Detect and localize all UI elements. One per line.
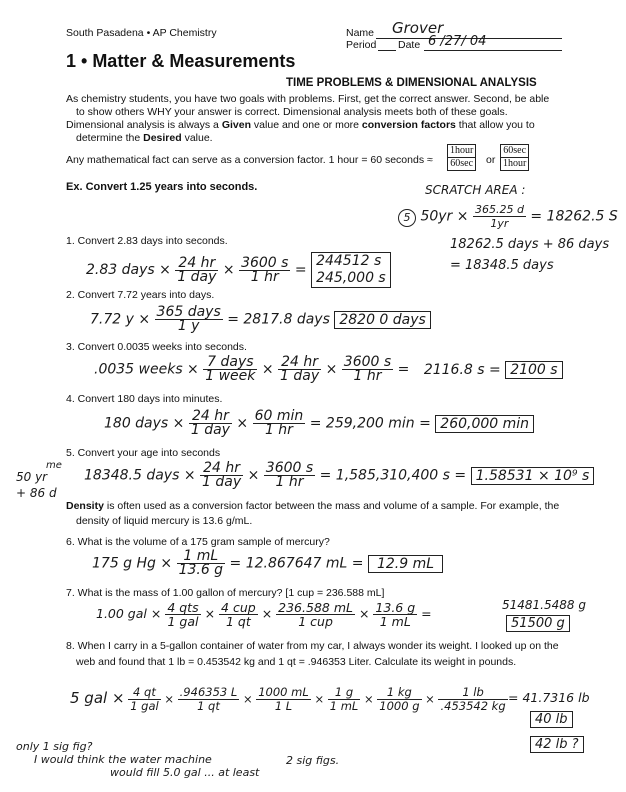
work-4[interactable]: 180 days × $\frac{24 hr}{\text{1 day}}$ × $\frac{60 \min}{1 hr}$ = 259,200 min = 260,000 min <box>104 410 534 437</box>
work-1[interactable]: 2.83 days × $\frac{24 hr}{\text{1 day}}$ × $\frac{3600 s}{1 hr}$ = 244512 s 245,000 s <box>86 252 391 288</box>
age-side-note-years: 50 yr <box>16 470 48 484</box>
intro-line-2: to show others WHY your answer is correct. Dimensional analysis meets both of these goals. <box>76 106 508 118</box>
work-7-unrounded: 51481.5488 g <box>502 598 586 612</box>
date-line <box>424 50 562 51</box>
age-side-note-days: + 86 d <box>16 486 57 500</box>
density-line-2: density of liquid mercury is 13.6 g/mL. <box>76 515 253 527</box>
question-5: 5. Convert your age into seconds <box>66 447 221 459</box>
work-6[interactable]: 175 g Hg × $\frac{1 mL}{13.6 g}$ = 12.867647 mL = 12.9 mL <box>92 550 443 577</box>
work-8-answer-1[interactable]: 40 lb <box>530 712 573 727</box>
age-side-note-me: me <box>46 460 62 471</box>
intro-line-1: As chemistry students, you have two goals with problems. First, get the correct answer. Second, be able <box>66 93 550 105</box>
question-4: 4. Convert 180 days into minutes. <box>66 393 223 405</box>
work-3[interactable]: .0035 weeks × $\frac{\text{7 days}}{\text{1 week}}$ × $\frac{24 hr}{\text{1 day}}$ × $\frac{3600 s}{1 hr}$ = 2116.8 s = 2100 s <box>94 356 563 383</box>
question-3: 3. Convert 0.0035 weeks into seconds. <box>66 341 247 353</box>
scratch-title: SCRATCH AREA : <box>425 183 526 197</box>
work-2[interactable]: 7.72 y × $\frac{\text{365 days}}{1 y}$ = 2817.8 days 2820 0 days <box>90 306 431 333</box>
question-2: 2. Convert 7.72 years into days. <box>66 289 215 301</box>
scratch-line-1: 5 50yr × $\frac{365.25 d}{1yr}$ = 18262.5 S <box>398 203 618 230</box>
teacher-note-3: would fill 5.0 gal ... at least <box>110 766 260 779</box>
date-value[interactable]: 6 /27/ 04 <box>428 34 487 49</box>
section-title: TIME PROBLEMS & DIMENSIONAL ANALYSIS <box>286 77 537 89</box>
name-label: Name <box>346 27 375 39</box>
intro-line-4: determine the Desired value. <box>76 132 213 144</box>
work-7[interactable]: 1.00 gal × $\frac{\text{4 qts}}{\text{1 gal}}$ × $\frac{\text{4 cup}}{1 qt}$ × $\frac{236.588 mL}{\text{1 cup}}$ × $\frac{13.6 g}{1 mL}$ = <box>96 600 432 629</box>
name-value[interactable]: Grover <box>392 19 444 37</box>
date-label: Date <box>398 39 421 51</box>
conversion-fraction-2: 60sec 1hour <box>500 144 529 171</box>
example-label: Ex. Convert 1.25 years into seconds. <box>66 181 258 193</box>
page-title: 1 • Matter & Measurements <box>66 51 296 71</box>
or-label: or <box>486 154 496 166</box>
question-1: 1. Convert 2.83 days into seconds. <box>66 235 228 247</box>
work-8-result: = 41.7316 lb <box>508 690 590 705</box>
question-8-line-1: 8. When I carry in a 5-gallon container of water from my car, I always wonder its weight. I looked up on the <box>66 640 559 652</box>
scratch-line-2: 18262.5 days + 86 days <box>450 237 610 252</box>
work-8[interactable]: 5 gal × $\frac{4 qt}{\text{1 gal}}$ × $\frac{.946353 L}{1 qt}$ × $\frac{1000 mL}{1 L}$ × $\frac{1 g}{1 mL}$ × $\frac{1 kg}{1000 g}$ × $\frac{1 lb}{.453542 kg}$ <box>70 685 506 713</box>
conversion-fraction-1: 1hour 60sec <box>447 144 476 171</box>
teacher-note-2: I would think the water machine <box>34 753 212 766</box>
conversion-factor-text: Any mathematical fact can serve as a conversion factor. 1 hour = 60 seconds ≈ <box>66 154 433 166</box>
work-5[interactable]: 18348.5 days × $\frac{24 hr}{\text{1 day}}$ × $\frac{3600 s}{1 hr}$ = 1,585,310,400 s = 1.58531 × 10⁹ s <box>84 462 594 489</box>
period-line[interactable] <box>378 50 396 51</box>
work-8-answer-2[interactable]: 42 lb ? <box>530 737 584 752</box>
intro-line-3: Dimensional analysis is always a Given value and one or more conversion factors that allow you to <box>66 119 535 131</box>
period-label: Period <box>346 39 377 51</box>
work-7-answer[interactable]: 51500 g <box>506 616 570 631</box>
density-line-1: Density is often used as a conversion factor between the mass and volume of a sample. For example, the <box>66 500 560 512</box>
scratch-line-3: = 18348.5 days <box>450 258 554 273</box>
teacher-note-4: 2 sig figs. <box>286 754 340 767</box>
course-name: South Pasadena • AP Chemistry <box>66 27 217 39</box>
question-7: 7. What is the mass of 1.00 gallon of mercury? [1 cup = 236.588 mL] <box>66 587 385 599</box>
question-6: 6. What is the volume of a 175 gram sample of mercury? <box>66 536 330 548</box>
question-8-line-2: web and found that 1 lb = 0.453542 kg and 1 qt = .946353 Liter. Calculate its weight in pounds. <box>76 656 517 668</box>
teacher-note-1: only 1 sig fig? <box>16 740 93 753</box>
